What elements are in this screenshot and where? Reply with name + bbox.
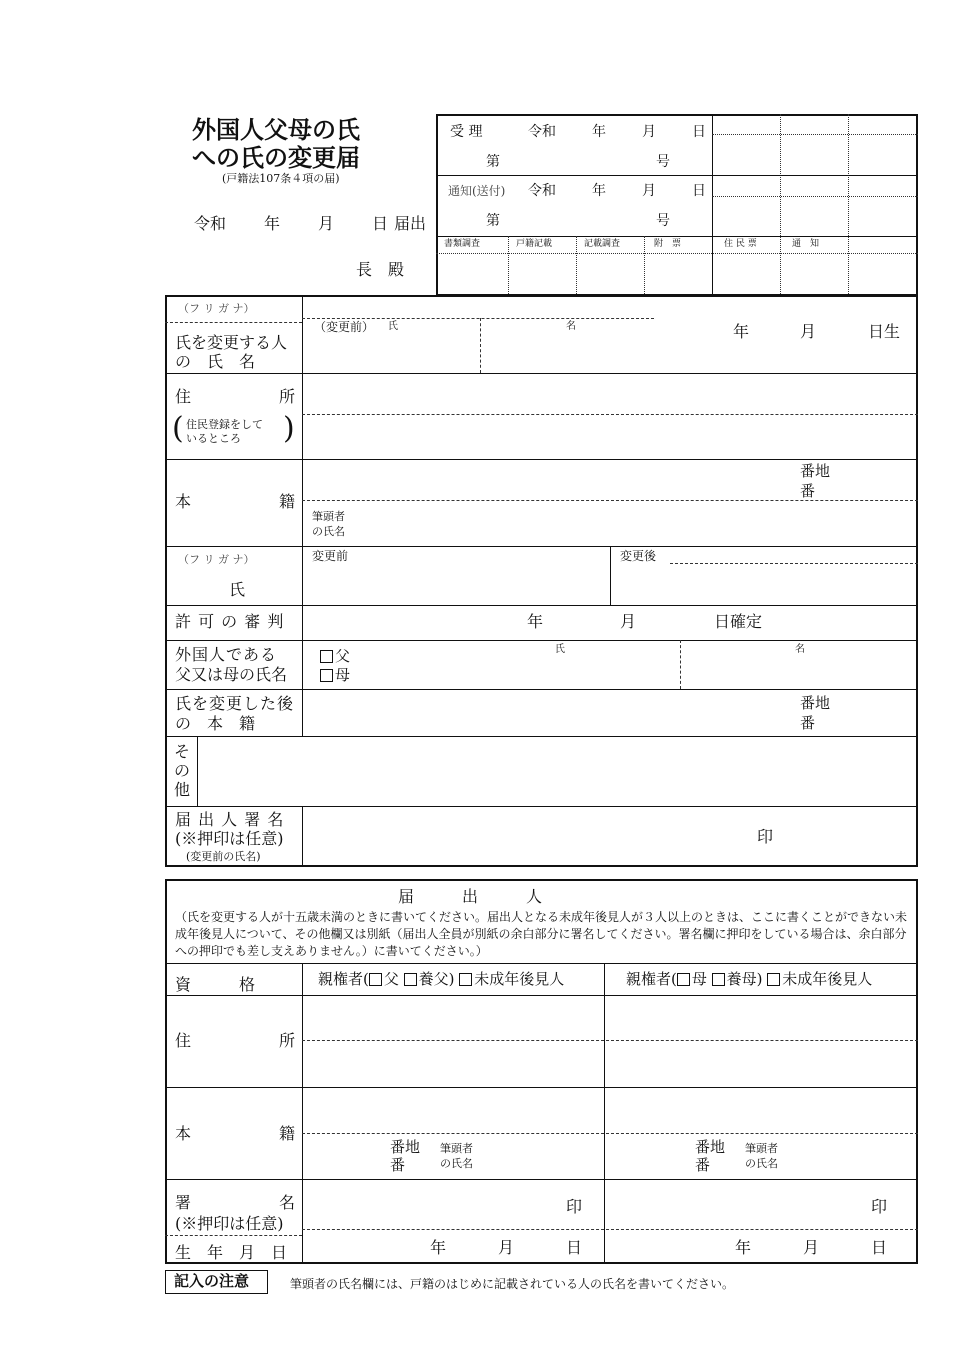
paren-right: ) [283, 411, 295, 446]
head-name-1: 筆頭者 [312, 510, 345, 523]
notice-number-suffix: 号 [656, 213, 670, 229]
check-resident: 住 民 票 [724, 239, 757, 249]
form-title-line1: 外国人父母の氏 [192, 115, 360, 144]
left-seal: 印 [566, 1197, 583, 1216]
address-note-1: 住民登録をして [186, 418, 263, 431]
honseki-label-2: 籍 [279, 492, 296, 511]
furigana-label-2: （フ リ ガ ナ） [178, 553, 255, 566]
permission-day: 日確定 [714, 612, 763, 631]
other-label-3: 他 [174, 780, 191, 799]
notice-year: 年 [592, 183, 606, 199]
signature-seal: 印 [757, 827, 774, 846]
receipt-number-suffix: 号 [656, 154, 670, 170]
notifier-honseki-2: 籍 [279, 1124, 296, 1143]
post-honseki-label-1: 氏を変更した後 [175, 694, 295, 713]
foreign-label-1: 外国人である [175, 645, 278, 664]
signature-label-1: 届 出 人 署 名 [175, 810, 285, 829]
honseki-label-1: 本 [175, 492, 192, 511]
furigana-label: （フ リ ガ ナ） [178, 302, 255, 315]
notifier-sign-note: (※押印は任意) [175, 1214, 284, 1233]
paren-left: ( [172, 411, 184, 446]
receipt-era: 令和 [528, 124, 556, 140]
other-label-1: そ [174, 742, 191, 761]
notice-era: 令和 [528, 183, 556, 199]
signature-label-3: (変更前の氏名) [186, 850, 261, 863]
left-adoptive-father-checkbox[interactable] [404, 973, 417, 986]
before-change-label: （変更前） [314, 320, 375, 334]
mother-checkbox[interactable]: 母 [320, 668, 350, 683]
head-name-2: の氏名 [312, 525, 345, 538]
left-birth-day: 日 [566, 1238, 583, 1257]
filing-era: 令和 [194, 214, 227, 233]
notifier-sign-1: 署 [175, 1193, 192, 1212]
notice-label: 通知(送付) [448, 184, 506, 198]
form-title-line2: への氏の変更届 [192, 143, 360, 172]
check-koseki: 戸籍記載 [516, 239, 553, 249]
law-reference: (戸籍法107条４項の届) [222, 172, 340, 185]
notifier-birth-label: 生 年 月 日 [175, 1243, 288, 1262]
address-note-2: いるところ [186, 432, 241, 445]
surname-small-label: 氏 [388, 321, 398, 332]
right-banchi: 番地 [695, 1138, 726, 1156]
right-head-name-1: 筆頭者 [745, 1142, 778, 1155]
birth-month: 月 [800, 322, 817, 341]
permission-month: 月 [620, 612, 637, 631]
address-label-1: 住 [175, 387, 192, 406]
left-father-checkbox[interactable] [369, 973, 382, 986]
person-label-1: 氏を変更する人 [175, 333, 288, 352]
qualification-label: 資 格 [175, 975, 256, 994]
signature-label-2: (※押印は任意) [175, 829, 284, 848]
receipt-number-prefix: 第 [486, 154, 500, 170]
notice-day: 日 [692, 183, 706, 199]
receipt-month: 月 [642, 124, 656, 140]
right-birth-day: 日 [871, 1238, 888, 1257]
receipt-year: 年 [592, 124, 606, 140]
right-mother-checkbox[interactable] [677, 973, 690, 986]
honseki-ban: 番 [800, 482, 816, 500]
addressee-label: 長 殿 [356, 260, 405, 279]
filing-year: 年 [264, 214, 281, 233]
notifier-title: 届 出 人 [398, 887, 543, 906]
notifier-note: （氏を変更する人が十五歳未満のときに書いてください。届出人となる未成年後見人が３人以上のときは、ここに書くことができない未成年後見人について、その他欄又は別紙（届出人全員が別紙の余白部分に署名してください。署名欄に押印をしている場合は、余白部分への押印でも差し支えありません。）に書いてください。） [175, 910, 908, 958]
other-label-2: の [174, 761, 191, 780]
receipt-label: 受 理 [450, 124, 483, 140]
post-honseki-banchi: 番地 [800, 694, 831, 712]
right-birth-month: 月 [803, 1238, 820, 1257]
check-attached: 附 票 [654, 239, 682, 249]
surname-label: 氏 [229, 580, 246, 599]
post-honseki-label-2: の 本 籍 [175, 714, 256, 733]
main-form-table [165, 295, 918, 867]
notifier-address-1: 住 [175, 1031, 192, 1050]
left-qualification: 親権者( 父 養父) 未成年後見人 [318, 970, 565, 988]
foreign-given-label: 名 [795, 644, 805, 655]
notice-label: 記入の注意 [174, 1272, 250, 1290]
after-label: 変更後 [620, 549, 657, 563]
left-head-name-1: 筆頭者 [440, 1142, 473, 1155]
right-birth-year: 年 [735, 1238, 752, 1257]
person-label-2: の 氏 名 [175, 352, 256, 371]
before-label: 変更前 [312, 549, 349, 563]
address-label-2: 所 [279, 387, 296, 406]
right-seal: 印 [871, 1197, 888, 1216]
notice-number-prefix: 第 [486, 213, 500, 229]
foreign-surname-label: 氏 [555, 644, 565, 655]
right-guardian-checkbox[interactable] [767, 973, 780, 986]
given-small-label: 名 [566, 321, 576, 332]
filing-month: 月 [318, 214, 335, 233]
check-record: 記載調査 [584, 239, 621, 249]
honseki-banchi: 番地 [800, 462, 831, 480]
permission-year: 年 [527, 612, 544, 631]
birth-year: 年 [733, 322, 750, 341]
notifier-sign-2: 名 [279, 1193, 296, 1212]
left-banchi: 番地 [390, 1138, 421, 1156]
left-head-name-2: の氏名 [440, 1157, 473, 1170]
notifier-honseki-1: 本 [175, 1124, 192, 1143]
right-qualification: 親権者( 母 養母) 未成年後見人 [626, 970, 873, 988]
post-honseki-ban: 番 [800, 714, 816, 732]
left-guardian-checkbox[interactable] [459, 973, 472, 986]
left-birth-month: 月 [498, 1238, 515, 1257]
left-ban: 番 [390, 1156, 406, 1174]
permission-label: 許 可 の 審 判 [175, 612, 285, 631]
filing-label: 届出 [394, 214, 427, 233]
right-head-name-2: の氏名 [745, 1157, 778, 1170]
father-checkbox[interactable]: 父 [320, 649, 350, 664]
left-birth-year: 年 [430, 1238, 447, 1257]
birth-day: 日生 [868, 322, 901, 341]
check-notice: 通 知 [792, 239, 820, 249]
filing-day: 日 [372, 214, 389, 233]
foreign-label-2: 父又は母の氏名 [175, 665, 288, 684]
notice-month: 月 [642, 183, 656, 199]
check-document: 書類調査 [444, 239, 481, 249]
right-adoptive-mother-checkbox[interactable] [712, 973, 725, 986]
notifier-address-2: 所 [279, 1031, 296, 1050]
receipt-day: 日 [692, 124, 706, 140]
right-ban: 番 [695, 1156, 711, 1174]
notice-text: 筆頭者の氏名欄には、戸籍のはじめに記載されている人の氏名を書いてください。 [290, 1277, 735, 1291]
